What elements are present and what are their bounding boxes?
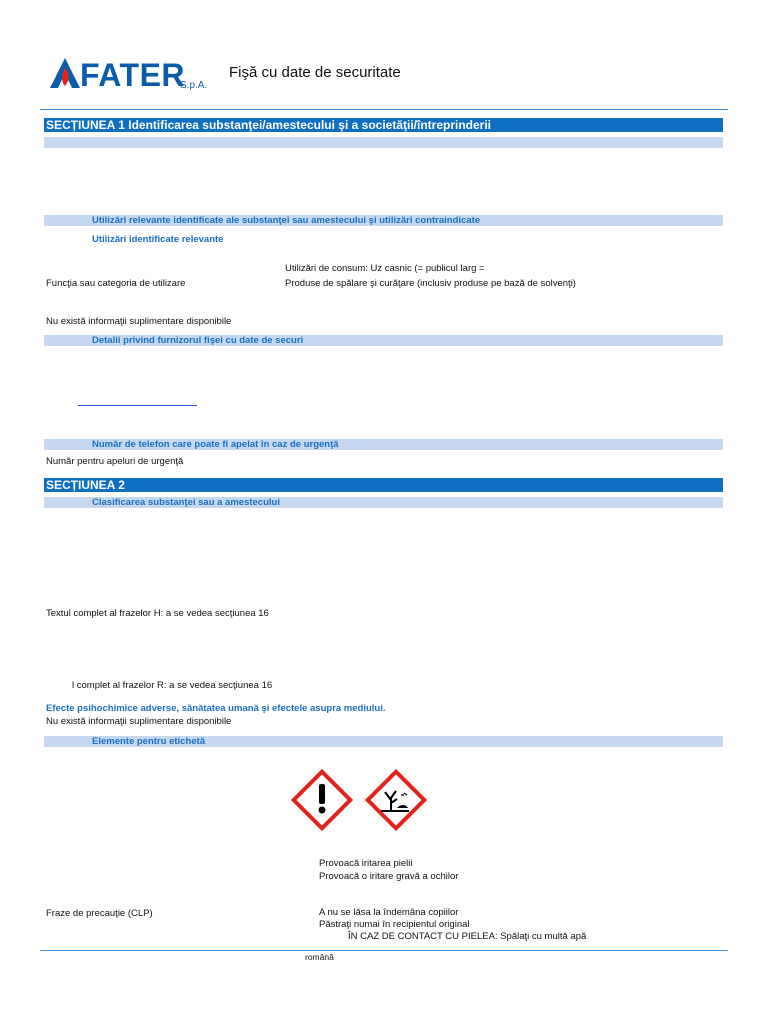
no-info-1: Nu există informaţii suplimentare disponibile — [46, 316, 232, 327]
function-value: Produse de spălare şi curăţare (inclusiv produse pe bază de solvenţi) — [285, 278, 576, 289]
no-info-2: Nu există informaţii suplimentare disponibile — [46, 716, 232, 727]
emergency-label: Număr pentru apeluri de urgenţă — [46, 456, 184, 467]
consumer-uses: Utilizări de consum: Uz casnic (= publicul larg = — [285, 263, 485, 274]
document-title: Fişă cu date de securitate — [229, 64, 401, 81]
uses-identified-heading: Utilizări identificate relevante — [92, 234, 224, 245]
h-phrases-note: Textul complet al frazelor H: a se vedea secţiunea 16 — [46, 608, 269, 619]
section1-empty-bar — [44, 137, 723, 148]
supplier-heading: Detalii privind furnizorul fişei cu date de securi — [44, 335, 723, 346]
label-elements-heading: Elemente pentru etichetă — [44, 736, 723, 747]
section1-title: SECȚIUNEA 1 Identificarea substanţei/amestecului şi a societăţii/întreprinderii — [44, 118, 723, 132]
classification-heading: Clasificarea substanţei sau a amestecului — [44, 497, 723, 508]
header-divider — [40, 109, 728, 110]
r-phrases-note: l complet al frazelor R: a se vedea secţiunea 16 — [72, 680, 273, 691]
hazard-statement-1: Provoacă iritarea pielii — [319, 858, 413, 869]
precaution-label: Fraze de precauţie (CLP) — [46, 908, 153, 919]
environment-hazard-icon — [363, 767, 429, 833]
uses-heading: Utilizări relevante identificate ale substanţei sau amestecului şi utilizări contraindicate — [44, 215, 723, 226]
function-label: Funcţia sau categoria de utilizare — [46, 278, 186, 289]
footer-divider — [40, 950, 728, 951]
adverse-effects-heading: Efecte psihochimice adverse, sănătatea umană şi efectele asupra mediului. — [46, 703, 386, 714]
precaution-2: Păstraţi numai în recipientul original — [319, 919, 470, 930]
emergency-heading: Număr de telefon care poate fi apelat în caz de urgenţă — [44, 439, 723, 450]
section2-title: SECȚIUNEA 2 — [44, 478, 723, 492]
hazard-statement-2: Provoacă o iritare gravă a ochilor — [319, 871, 459, 882]
precaution-1: A nu se lăsa la îndemâna copiilor — [319, 907, 459, 918]
exclamation-mark-icon — [289, 767, 355, 833]
precaution-3: ÎN CAZ DE CONTACT CU PIELEA: Spălaţi cu multă apă — [348, 931, 587, 942]
brand-suffix: S.p.A. — [180, 80, 208, 91]
fater-logo-mark — [48, 56, 82, 90]
footer-language: română — [305, 952, 334, 962]
brand-name: FATER — [80, 57, 186, 93]
supplier-link[interactable] — [78, 405, 197, 406]
